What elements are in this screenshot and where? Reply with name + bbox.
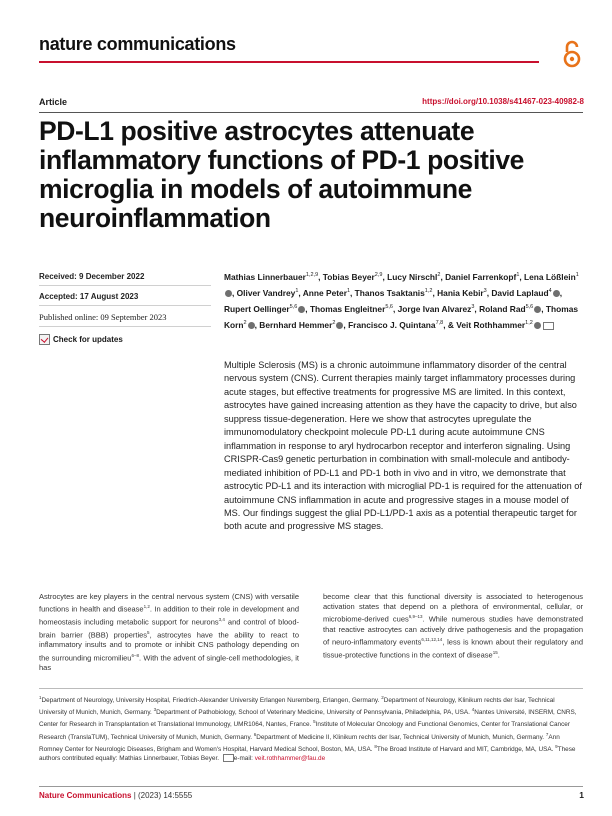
- text-segment: , less is known about their regulatory and tissue-protective functions in the context of disease: [323, 637, 583, 660]
- author-affiliation-marker: 1,2: [424, 288, 433, 294]
- meta-divider: [39, 326, 211, 327]
- text-segment: Ann Romney Center for Neurologic Diseases, Brigham and Women's Hospital, Harvard Medical School, Boston, MA, USA.: [39, 733, 560, 753]
- text-segment: Department of Neurology, Klinikum rechts der Isar, Technical University of Munich, Munich, Germany.: [39, 697, 555, 717]
- orcid-icon[interactable]: [225, 290, 232, 297]
- text-segment: e-mail:: [233, 755, 255, 763]
- citation-marker: 15: [492, 650, 498, 656]
- footer-volume: | (2023) 14:5555: [131, 791, 193, 800]
- text-segment: Astrocytes are key players in the central nervous system (CNS) with versatile functions in health and disease: [39, 592, 299, 614]
- title-rule: [39, 112, 583, 113]
- author-affiliation-marker: 1: [295, 288, 299, 294]
- text-segment: Department of Medicine II, Klinikum rechts der Isar, Technical University of Munich, Munich, Germany.: [256, 733, 546, 741]
- author-name: Tobias Beyer: [322, 271, 375, 282]
- footer-rule: [39, 786, 583, 787]
- text-segment: Department of Neurology, University Hospital, Friedrich-Alexander University Erlangen Nuremberg, Erlangen, Germany.: [41, 697, 382, 705]
- body-text-left: [39, 592, 299, 673]
- header-rule: [39, 61, 539, 63]
- author-name: Thomas Korn: [224, 303, 579, 330]
- author-name: Jorge Ivan Alvarez: [397, 303, 472, 314]
- author-name: Thomas Engleitner: [309, 303, 386, 314]
- citation-marker: 8: [374, 743, 377, 749]
- author-name: Anne Peter: [302, 287, 347, 298]
- author-name: Roland Rad: [479, 303, 526, 314]
- author-affiliation-marker: 5,6: [385, 304, 393, 310]
- author-affiliation-marker: 1,2: [525, 320, 533, 326]
- author-affiliation-marker: 1: [516, 272, 520, 278]
- orcid-icon[interactable]: [534, 322, 541, 329]
- author-list: Mathias Linnerbauer$^{1,2,9}$, Tobias Beyer$^{2,9}$, Lucy Nirschl$^2$, Daniel Farrenkopf$^1$, Lena Lößlein$^1$, Oliver Vandrey$^1$, Anne Peter$^1$, Thanos Tsaktanis$^{1,2}$, Hania Kebir$^3$, David Laplaud$^4$ , Rupert Oellinger$^{5,6}$ , Thomas Engleitner$^{5,6}$, Jorge Ivan Alvarez$^3$, Roland Rad$^{5,6}$ , Thomas Korn$^2$ , Bernhard Hemmer$^2$ , Francisco J. Quintana$^{7,8}$, & Veit Rothhammer$^{1,2}$: [224, 271, 579, 330]
- author-affiliation-marker: 3: [471, 304, 475, 310]
- citation-marker: 6–8: [131, 652, 139, 658]
- open-access-icon[interactable]: [561, 40, 583, 68]
- text-segment: , astrocytes have the ability to react to inflammatory insults and to promote or inhibit CNS pathology depending on the surrounding micromilieu: [39, 630, 299, 663]
- citation-marker: 4: [471, 707, 475, 713]
- author-name: Lucy Nirschl: [387, 271, 438, 282]
- footer-citation: [39, 791, 192, 800]
- citation-marker: 2: [381, 695, 384, 700]
- citation-marker: 6,9–13: [408, 614, 423, 620]
- orcid-icon[interactable]: [553, 290, 560, 297]
- citation-marker: 1,2: [143, 604, 150, 610]
- citation-marker: 9: [555, 743, 558, 749]
- citation-marker: 3: [153, 707, 157, 713]
- author-name: Lena Lößlein: [524, 271, 576, 282]
- author-affiliation-marker: 1: [346, 288, 351, 294]
- check-updates-button[interactable]: [39, 334, 123, 345]
- check-updates-icon: [39, 334, 50, 345]
- citation-marker: 3,4: [218, 616, 225, 622]
- orcid-icon[interactable]: [336, 322, 343, 329]
- affiliations-rule: [39, 688, 583, 689]
- abstract: Multiple Sclerosis (MS) is a chronic autoimmune inflammatory disorder of the central nervous system (CNS). Current therapies mainly target inflammatory processes during acute stages, but effective treatments for progressive MS are limited. In this context, astrocytes have gained increasing attention as they have the capacity to drive, but also suppress tissue-degeneration. Here we show that astrocytes upregulate the immunomodulatory checkpoint molecule PD-L1 during acute autoimmune CNS inflammation in response to aryl hydrocarbon receptor and interferon signaling. Using CRISPR-Cas9 genetic perturbation in combination with small-molecule and antibody-mediated inhibition of PD-L1 and PD-1 both in vivo and in vitro, we demonstrate that astrocytic PD-L1 and its interaction with microglial PD-1 is required for the attenuation of autoimmune CNS inflammation in acute and progressive stages in a mouse model of MS. Our findings suggest the glial PD-L1/PD-1 axis as a potential therapeutic target for both acute and progressive MS stages.: [224, 360, 582, 532]
- text-segment: .: [497, 650, 500, 660]
- citation-marker: 6,11,12,14: [421, 637, 443, 643]
- published-date: Published online: 09 September 2023: [39, 312, 167, 322]
- page-number: 1: [579, 790, 584, 800]
- author-affiliation-marker: 1,2,9: [305, 272, 319, 278]
- text-segment: The Broad Institute of Harvard and MIT, Cambridge, MA, USA.: [376, 746, 556, 753]
- email-icon[interactable]: [543, 322, 554, 330]
- author-name: Bernhard Hemmer: [259, 319, 333, 330]
- orcid-icon[interactable]: [298, 306, 305, 313]
- article-title: PD-L1 positive astrocytes attenuate inflammatory functions of PD-1 positive microglia in models of autoimmune neuroinflammation: [39, 116, 525, 233]
- text-segment: become clear that this functional diversity is associated to heterogenous activation states that depend on a plethora of environmental, cellular, or microbiome-derived cues: [323, 592, 583, 624]
- text-segment: Institute of Molecular Oncology and Functional Genomics, Center for Translational Cancer Research (TranslaTUM), Technical University of Munich, Munich, Germany.: [39, 721, 570, 741]
- author-affiliation-marker: 7,8: [435, 320, 444, 326]
- author-name: Hania Kebir: [437, 287, 484, 298]
- text-segment: Nantes Université, INSERM, CNRS, Center for Research in Transplantation et Translational Immunology, UMR1064, Nantes, France.: [39, 709, 577, 729]
- author-name: David Laplaud: [491, 287, 549, 298]
- footer-journal: Nature Communications: [39, 791, 132, 800]
- text-segment: . While numerous studies have demonstrated that reactive astrocytes can actively drive pathogenesis and the propagation of neuro-inflammatory events: [323, 614, 583, 647]
- author-affiliation-marker: 4: [548, 288, 552, 294]
- author-name: Veit Rothhammer: [456, 319, 526, 330]
- citation-marker: 1: [39, 695, 42, 700]
- author-name: Mathias Linnerbauer: [224, 271, 306, 282]
- affiliations: [39, 693, 583, 763]
- check-updates-label: Check for updates: [53, 335, 123, 344]
- orcid-icon[interactable]: [248, 322, 255, 329]
- text-segment: These authors contributed equally: Mathias Linnerbauer, Tobias Beyer.: [39, 746, 576, 763]
- body-text-right: [323, 592, 583, 661]
- author-name: Rupert Oellinger: [224, 303, 290, 314]
- author-name: Thanos Tsaktanis: [354, 287, 425, 298]
- citation-marker: 6: [253, 731, 257, 737]
- author-name: Daniel Farrenkopf: [445, 271, 517, 282]
- meta-divider: [39, 305, 211, 306]
- meta-divider: [39, 285, 211, 286]
- author-affiliation-marker: 2,9: [374, 272, 383, 278]
- email-link[interactable]: veit.rothhammer@fau.de: [254, 755, 326, 763]
- author-affiliation-marker: 3: [483, 288, 487, 294]
- citation-marker: 5: [147, 629, 150, 635]
- accepted-date: Accepted: 17 August 2023: [39, 292, 139, 301]
- author-affiliation-marker: 1: [575, 272, 579, 278]
- author-joiner: &: [447, 319, 457, 330]
- author-name: Oliver Vandrey: [236, 287, 296, 298]
- received-date: Received: 9 December 2022: [39, 272, 145, 281]
- author-name: Francisco J. Quintana: [348, 319, 436, 330]
- author-affiliation-marker: 2: [332, 320, 336, 326]
- text-segment: . In addition to their role in development and homeostasis including metabolic support for neurons: [39, 604, 299, 627]
- orcid-icon[interactable]: [534, 306, 541, 313]
- citation-marker: 5: [313, 719, 316, 725]
- author-affiliation-marker: 5,6: [525, 304, 534, 310]
- author-affiliation-marker: 5,6: [289, 304, 298, 310]
- article-type: Article: [39, 97, 68, 107]
- text-segment: . With the advent of single-cell methodologies, it has: [39, 653, 299, 673]
- email-icon: [223, 754, 234, 762]
- doi-link[interactable]: https://doi.org/10.1038/s41467-023-40982-8: [422, 97, 584, 106]
- text-segment: Department of Pathobiology, School of Veterinary Medicine, University of Pennsylvania, Philadelphia, PA, USA.: [156, 709, 472, 717]
- citation-marker: 7: [545, 731, 549, 737]
- journal-name: nature communications: [39, 34, 236, 54]
- text-segment: and control of blood-brain barrier (BBB) properties: [39, 617, 299, 640]
- author-affiliation-marker: 2: [243, 320, 247, 326]
- author-affiliation-marker: 2: [437, 272, 441, 278]
